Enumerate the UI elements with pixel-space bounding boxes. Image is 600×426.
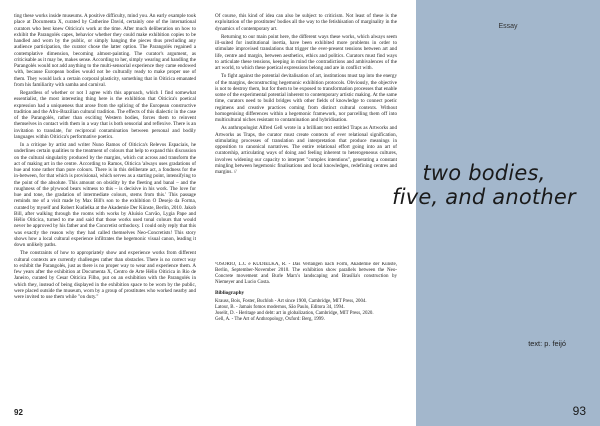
paragraph: Of course, this kind of idea can also be subject to criticism. Not least of these is the exploitation of the prostitutes' bodies all the way to the fetishisation of marginality in the dynamics of contemporary art. [215, 13, 397, 32]
bibliography-entry: Joselit, D. - Heritage and debt: art in globalization, Cambridge, MIT Press, 2020. [215, 310, 374, 316]
paragraph: As anthropologist Alfred Gell wrote in a brilliant text entitled Traps as Artworks and Artworks as Traps, the curator must create contexts of ever relational signification, stimulating processes of translation and interpretation that produce meanings in opposition to canonical narratives. The entire relational effort going into an art of curatorship, articulating ways of doing and feeling inherent to heterogeneous cultures, involves widening our capacity to interpret "complex intentions", generating a constant mingling between hegemonic finalisations and local knowledges, redefining centres and margins. // [215, 125, 397, 175]
footnote: ¹OSORIO, L.C e KUDIELKA, R. - Das Verlangen nach Form, Akademie der Künste, Berlin, September-November 2010. The exhibition show parallels between the Neo-Concrete movement and Burle Marx's landscaping and Brasília's construction by Niemeyer and Lucio Costa. [215, 262, 397, 286]
paragraph: Regardless of whether or not I agree with this approach, which I find somewhat essentialist, the most interesting thing here is the exhibition that Oiticica's poetical expression had a uniqueness that arose from the splicing of the European constructive tradition and the Afro-Brazilian cultural tradition. The effects of this dialectic in the case of the Parangolés, rather than exciting Western bodies, forces them to reinvent themselves in contact with them in a way that is both sensorial and reflexive. There is an invitation to translate, for reciprocal contamination between personal and bodily languages within Oiticica's performative poetics. [14, 90, 196, 140]
page-number-right: 93 [572, 404, 586, 418]
author-credit: text: p. feijó [528, 339, 566, 348]
paragraph: To fight against the potential devitalisation of art, institutions must tap into the energy of the margins, deconstructing hegemonic exhibition protocols. Obviously, the objective is not to destroy them, but for them to be exposed to transformation processes that enable some of the experimental potential inherent to contemporary artistic making. At the same time, curators need to build bridges with other fields of knowledge to connect poetic regimens and creative practices coming from distinct cultural contexts. Without homogenising differences within a hegemonic framework, nor parcelling them off into multicultural niches resistant to contamination and hybridisation. [215, 73, 397, 123]
essay-title-line-2: five, and another [392, 185, 576, 209]
paragraph: In a critique by artist and writer Nuno Ramos of Oiticica's Relevos Espaciais, he underlines certain qualities to the treatment of colours that help to expand this discussion on the cultural singularity produced by the margins, which cut across and transform the act of making art in the centre. According to Ramos, Oiticica 'always uses gradations of hue and tone rather than pure colours. There is in this deliberate act, a fondness for the in-between, for that which is provisional, which serves as a starting point, intensifying to the point of the absolute. This amount on obsidity by the fleeting and banal – and the roughness of the plywood bears witness to this – is decisive in his work. The love for hue and tone, the gradation of intermediate colours, stems from this.' This passage reminds me of a visit made by Max Bill's son to the exhibition O Desejo da Forma, curated by myself and Robert Kudielka at the Akademie Der Künste, Berlin, 2010. Jakob Bill, after walking through the rooms with works by Aluísio Carvão, Lygia Pape and Hélio Oiticica, turned to me and said that those works used tonal colours that would never be approved by his father and the Concretist orthodoxy. I could only reply that this was exactly the reason why they had called themselves Neo-Concretists! This story shows how a local cultural experience infiltrates the hegemonic visual canon, leading it down unlikely paths. [14, 142, 196, 248]
bibliography-entry: Latour, B. - Jamais fomos modernos, São Paulo, Editora 34, 1994. [215, 304, 345, 310]
essay-title [354, 161, 600, 209]
bibliography-entry: Gell, A. - The Art of Anthropology, Oxford: Berg, 1999. [215, 316, 325, 322]
footnotes-block [215, 262, 397, 408]
bibliography-title: Bibliography [215, 290, 245, 297]
paragraph: Returning to our main point here, the different ways these works, which always seem ill-suited for institutional inertia, have been exhibited more problems in order to stimulate improvised translations that trigger the ever-present tensions between art and life, centre and margin, between aesthetics, ethics and politics. Curators must find ways to articulate these tensions, keeping in mind the contradictions and ambivalences of the art world, to which these poetical expressions belong and are in conflict with. [215, 33, 397, 71]
paragraph: ting these works inside museums. A positive difficulty, mind you. An early example took place at Documenta X, curated by Catherine David, certainly one of the international curators who best knew Oiticica's work at the time. After much deliberation on how to exhibit the Parangolés capes, behavior whether they could make exhibition copies to be handled and worn by the public, or simply hanging the pieces thus precluding any audience participation, the curator chose the latter option. The Parangolés regained a contemplative dimension, becoming almost-painting. The curator's argument, as criticisable as it may be, makes sense. According to her, simply wearing and handling the Parangolés would not add anything to the multi-sensorial experience they came endowed with, because European bodies would not be culturally ready to make proper use of them. They would lack a certain corporal plasticity, something that in Oiticica emanated from his familiarity with samba and carnival. [14, 13, 196, 88]
section-label: Essay [498, 23, 518, 30]
page-number-left: 92 [14, 408, 23, 417]
title-panel [392, 0, 600, 426]
paragraph: The constraints of how to appropriately show and experience works from different cultural contexts are currently challenges rather than obstacles. There is no correct way to exhibit the Parangolés, just as there is no proper way to wear and experience them. A few years after the exhibition at Documenta X, Centro de Arte Hélio Oiticica in Rio de Janeiro, curated by Cesar Oiticica Filho, put on an exhibition with the Parangolés in which they, instead of being displayed in the exhibition space to be worn by the public, were placed outside the museum, worn by a group of prostitutes who worked nearby and were invited to use them while "on duty." [14, 250, 196, 300]
bibliography-entry: Krauss, Bois, Foster, Buchloh - Art since 1900, Cambridge, MIT Press, 2004. [215, 298, 367, 304]
essay-title-line-1: two bodies, [422, 161, 546, 185]
text-column-left [14, 13, 196, 409]
